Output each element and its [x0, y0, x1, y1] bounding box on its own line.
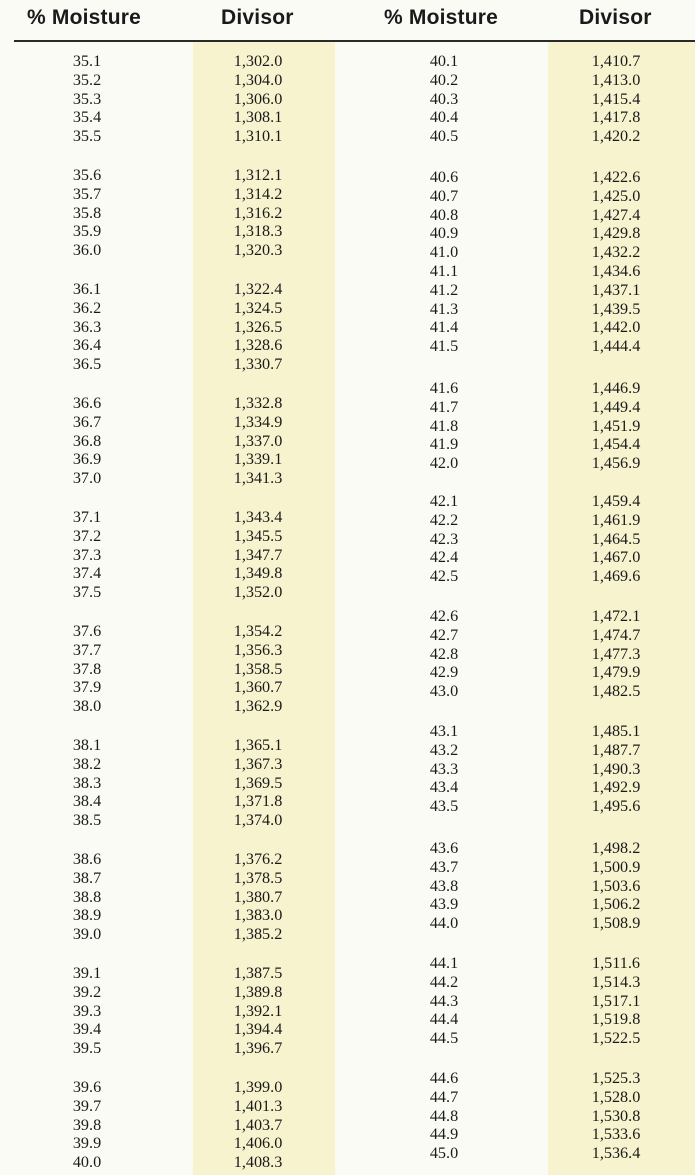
- row-group: [218, 622, 298, 716]
- row-group: [218, 394, 298, 488]
- divisor-cell: 1,464.5: [591, 529, 641, 548]
- moisture-cell: 37.3: [72, 545, 102, 564]
- moisture-cell: 35.5: [72, 127, 102, 146]
- divisor-cell: 1,306.0: [233, 89, 283, 108]
- divisor-cell: 1,408.3: [233, 1153, 283, 1172]
- divisor-cell: 1,399.0: [233, 1078, 283, 1096]
- divisor-cell: 1,469.6: [591, 567, 641, 586]
- moisture-cell: 38.7: [72, 868, 102, 887]
- row-group: [576, 492, 656, 586]
- header-rule: [14, 40, 695, 42]
- moisture-cell: 42.3: [429, 529, 459, 548]
- divisor-cell: 1,367.3: [233, 754, 283, 773]
- moisture-cell: 35.6: [72, 166, 102, 184]
- moisture-cell: 38.6: [72, 850, 102, 868]
- moisture-cell: 38.4: [72, 792, 102, 811]
- divisor-cell: 1,354.2: [233, 622, 283, 640]
- divisor-cell: 1,477.3: [591, 644, 641, 663]
- moisture-cell: 42.7: [429, 625, 459, 644]
- moisture-cell: 39.4: [72, 1020, 102, 1039]
- divisor-cell: 1,417.8: [591, 108, 641, 127]
- moisture-cell: 36.2: [72, 298, 102, 317]
- divisor-cell: 1,508.9: [591, 914, 641, 933]
- moisture-cell: 42.4: [429, 548, 459, 567]
- moisture-cell: 43.5: [429, 797, 459, 816]
- moisture-cell: 37.6: [72, 622, 102, 640]
- divisor-cell: 1,522.5: [591, 1029, 641, 1048]
- moisture-cell: 39.9: [72, 1134, 102, 1153]
- divisor-cell: 1,437.1: [591, 280, 641, 299]
- divisor-cell: 1,503.6: [591, 876, 641, 895]
- moisture-cell: 44.4: [429, 1010, 459, 1029]
- divisor-cell: 1,334.9: [233, 412, 283, 431]
- divisor-cell: 1,339.1: [233, 450, 283, 469]
- row-group: [55, 850, 119, 944]
- divisor-cell: 1,429.8: [591, 224, 641, 243]
- divisor-cell: 1,467.0: [591, 548, 641, 567]
- row-group: [576, 839, 656, 933]
- divisor-cell: 1,420.2: [591, 127, 641, 146]
- row-group: [576, 1069, 656, 1163]
- moisture-cell: 39.5: [72, 1039, 102, 1058]
- divisor-cell: 1,498.2: [591, 839, 641, 857]
- moisture-cell: 42.8: [429, 644, 459, 663]
- moisture-cell: 36.8: [72, 431, 102, 450]
- moisture-cell: 43.2: [429, 740, 459, 759]
- divisor-cell: 1,320.3: [233, 241, 283, 260]
- moisture-cell: 38.5: [72, 811, 102, 830]
- divisor-cell: 1,341.3: [233, 469, 283, 488]
- divisor-cell: 1,392.1: [233, 1001, 283, 1020]
- moisture-cell: 37.5: [72, 583, 102, 602]
- moisture-cell: 39.7: [72, 1096, 102, 1115]
- divisor-cell: 1,302.0: [233, 52, 283, 70]
- row-group: [412, 52, 476, 146]
- moisture-cell: 45.0: [429, 1144, 459, 1163]
- moisture-cell: 39.6: [72, 1078, 102, 1096]
- row-group: [412, 379, 476, 473]
- divisor-cell: 1,427.4: [591, 205, 641, 224]
- moisture-cell: 35.7: [72, 184, 102, 203]
- divisor-cell: 1,347.7: [233, 545, 283, 564]
- row-group: [218, 52, 298, 146]
- row-group: [412, 954, 476, 1048]
- divisor-cell: 1,533.6: [591, 1125, 641, 1144]
- divisor-cell: 1,479.9: [591, 663, 641, 682]
- divisor-cell: 1,324.5: [233, 298, 283, 317]
- divisor-cell: 1,528.0: [591, 1087, 641, 1106]
- divisor-cell: 1,310.1: [233, 127, 283, 146]
- moisture-cell: 40.0: [72, 1153, 102, 1172]
- divisor-cell: 1,495.6: [591, 797, 641, 816]
- divisor-cell: 1,511.6: [592, 954, 640, 972]
- moisture-cell: 40.4: [429, 108, 459, 127]
- moisture-cell: 43.7: [429, 857, 459, 876]
- divisor-cell: 1,410.7: [591, 52, 641, 70]
- divisor-cell: 1,385.2: [233, 925, 283, 944]
- divisor-cell: 1,318.3: [233, 222, 283, 241]
- row-group: [576, 379, 656, 473]
- moisture-cell: 39.2: [72, 982, 102, 1001]
- moisture-cell: 39.1: [72, 964, 102, 982]
- divisor-cell: 1,413.0: [591, 70, 641, 89]
- moisture-cell: 43.0: [429, 682, 459, 701]
- moisture-cell: 42.9: [429, 663, 459, 682]
- row-group: [412, 1069, 476, 1163]
- moisture-cell: 37.4: [72, 564, 102, 583]
- divisor-cell: 1,461.9: [591, 510, 641, 529]
- moisture-cell: 38.3: [72, 773, 102, 792]
- row-group: [55, 508, 119, 602]
- moisture-cell: 44.8: [429, 1106, 459, 1125]
- divisor-cell: 1,362.9: [233, 697, 283, 716]
- moisture-cell: 36.3: [72, 317, 102, 336]
- moisture-cell: 41.0: [429, 243, 459, 262]
- divisor-cell: 1,343.4: [233, 508, 283, 526]
- moisture-cell: 35.1: [72, 52, 102, 70]
- moisture-cell: 35.8: [72, 203, 102, 222]
- moisture-cell: 37.2: [72, 526, 102, 545]
- moisture-cell: 38.2: [72, 754, 102, 773]
- row-group: [412, 839, 476, 933]
- moisture-cell: 39.0: [72, 925, 102, 944]
- moisture-cell: 39.3: [72, 1001, 102, 1020]
- divisor-cell: 1,459.4: [591, 492, 641, 510]
- divisor-cell: 1,312.1: [233, 166, 283, 184]
- divisor-cell: 1,530.8: [591, 1106, 641, 1125]
- divisor-cell: 1,396.7: [233, 1039, 283, 1058]
- moisture-cell: 41.6: [429, 379, 459, 397]
- divisor-cell: 1,517.1: [591, 991, 641, 1010]
- divisor-cell: 1,328.6: [233, 336, 283, 355]
- header-moisture-right: % Moisture: [384, 6, 499, 29]
- moisture-cell: 41.5: [429, 337, 459, 356]
- divisor-cell: 1,383.0: [233, 906, 283, 925]
- divisor-cell: 1,332.8: [233, 394, 283, 412]
- moisture-cell: 44.7: [429, 1087, 459, 1106]
- moisture-cell: 41.1: [429, 261, 459, 280]
- divisor-cell: 1,425.0: [591, 186, 641, 205]
- header-divisor-right: Divisor: [579, 6, 652, 29]
- moisture-cell: 39.8: [72, 1115, 102, 1134]
- moisture-cell: 44.6: [429, 1069, 459, 1087]
- row-group: [576, 954, 656, 1048]
- row-group: [218, 1078, 298, 1172]
- moisture-cell: 44.3: [429, 991, 459, 1010]
- row-group: [576, 52, 656, 146]
- moisture-cell: 36.7: [72, 412, 102, 431]
- moisture-cell: 44.0: [429, 914, 459, 933]
- moisture-cell: 43.3: [429, 759, 459, 778]
- divisor-cell: 1,365.1: [233, 736, 283, 754]
- moisture-cell: 36.5: [72, 355, 102, 374]
- divisor-cell: 1,316.2: [233, 203, 283, 222]
- moisture-cell: 36.6: [72, 394, 102, 412]
- moisture-cell: 38.1: [72, 736, 102, 754]
- row-group: [218, 280, 298, 374]
- divisor-cell: 1,500.9: [591, 857, 641, 876]
- moisture-cell: 42.1: [429, 492, 459, 510]
- divisor-cell: 1,322.4: [233, 280, 283, 298]
- moisture-cell: 36.4: [72, 336, 102, 355]
- row-group: [412, 168, 476, 356]
- row-group: [55, 736, 119, 830]
- moisture-cell: 41.8: [429, 416, 459, 435]
- divisor-cell: 1,358.5: [233, 659, 283, 678]
- divisor-cell: 1,308.1: [233, 108, 283, 127]
- row-group: [412, 607, 476, 701]
- divisor-cell: 1,482.5: [591, 682, 641, 701]
- moisture-cell: 36.1: [72, 280, 102, 298]
- header-divisor-left: Divisor: [221, 6, 294, 29]
- divisor-cell: 1,454.4: [591, 435, 641, 454]
- moisture-cell: 35.2: [72, 70, 102, 89]
- divisor-cell: 1,403.7: [233, 1115, 283, 1134]
- divisor-cell: 1,389.8: [233, 982, 283, 1001]
- divisor-cell: 1,536.4: [591, 1144, 641, 1163]
- moisture-cell: 44.2: [429, 972, 459, 991]
- row-group: [55, 622, 119, 716]
- moisture-cell: 41.2: [429, 280, 459, 299]
- row-group: [576, 722, 656, 816]
- divisor-cell: 1,349.8: [233, 564, 283, 583]
- moisture-cell: 40.7: [429, 186, 459, 205]
- moisture-cell: 36.0: [72, 241, 102, 260]
- divisor-cell: 1,451.9: [591, 416, 641, 435]
- moisture-cell: 42.0: [429, 454, 459, 473]
- divisor-cell: 1,432.2: [591, 243, 641, 262]
- row-group: [412, 722, 476, 816]
- divisor-cell: 1,487.7: [591, 740, 641, 759]
- divisor-cell: 1,439.5: [591, 299, 641, 318]
- divisor-cell: 1,314.2: [233, 184, 283, 203]
- divisor-cell: 1,345.5: [233, 526, 283, 545]
- header-moisture-left: % Moisture: [27, 6, 142, 29]
- divisor-cell: 1,371.8: [233, 792, 283, 811]
- divisor-cell: 1,449.4: [591, 397, 641, 416]
- divisor-cell: 1,369.5: [233, 773, 283, 792]
- row-group: [412, 492, 476, 586]
- moisture-cell: 35.3: [72, 89, 102, 108]
- divisor-cell: 1,352.0: [233, 583, 283, 602]
- moisture-cell: 38.9: [72, 906, 102, 925]
- moisture-cell: 44.1: [429, 954, 459, 972]
- row-group: [218, 964, 298, 1058]
- moisture-cell: 43.8: [429, 876, 459, 895]
- divisor-cell: 1,387.5: [233, 964, 283, 982]
- moisture-cell: 37.0: [72, 469, 102, 488]
- moisture-cell: 41.3: [429, 299, 459, 318]
- row-group: [55, 166, 119, 260]
- row-group: [55, 394, 119, 488]
- row-group: [576, 607, 656, 701]
- moisture-cell: 37.9: [72, 678, 102, 697]
- moisture-cell: 42.5: [429, 567, 459, 586]
- divisor-cell: 1,492.9: [591, 778, 641, 797]
- moisture-cell: 41.7: [429, 397, 459, 416]
- divisor-cell: 1,446.9: [591, 379, 641, 397]
- moisture-cell: 40.2: [429, 70, 459, 89]
- moisture-cell: 37.1: [72, 508, 102, 526]
- moisture-cell: 38.8: [72, 887, 102, 906]
- divisor-cell: 1,401.3: [233, 1096, 283, 1115]
- divisor-cell: 1,304.0: [233, 70, 283, 89]
- divisor-cell: 1,442.0: [591, 318, 641, 337]
- divisor-cell: 1,380.7: [233, 887, 283, 906]
- moisture-cell: 43.6: [429, 839, 459, 857]
- row-group: [55, 964, 119, 1058]
- moisture-cell: 41.9: [429, 435, 459, 454]
- moisture-cell: 35.9: [72, 222, 102, 241]
- moisture-cell: 44.5: [429, 1029, 459, 1048]
- moisture-cell: 40.8: [429, 205, 459, 224]
- divisor-cell: 1,394.4: [233, 1020, 283, 1039]
- moisture-cell: 42.6: [429, 607, 459, 625]
- divisor-cell: 1,378.5: [233, 868, 283, 887]
- divisor-cell: 1,422.6: [591, 168, 641, 186]
- row-group: [218, 736, 298, 830]
- moisture-cell: 36.9: [72, 450, 102, 469]
- moisture-cell: 40.3: [429, 89, 459, 108]
- divisor-cell: 1,519.8: [591, 1010, 641, 1029]
- moisture-cell: 40.5: [429, 127, 459, 146]
- moisture-cell: 40.1: [429, 52, 459, 70]
- moisture-cell: 43.4: [429, 778, 459, 797]
- moisture-cell: 40.6: [429, 168, 459, 186]
- row-group: [55, 1078, 119, 1172]
- divisor-cell: 1,485.1: [591, 722, 641, 740]
- divisor-cell: 1,374.0: [233, 811, 283, 830]
- divisor-cell: 1,415.4: [591, 89, 641, 108]
- row-group: [218, 850, 298, 944]
- divisor-cell: 1,506.2: [591, 895, 641, 914]
- moisture-cell: 41.4: [429, 318, 459, 337]
- moisture-cell: 44.9: [429, 1125, 459, 1144]
- moisture-cell: 37.7: [72, 640, 102, 659]
- divisor-cell: 1,456.9: [591, 454, 641, 473]
- moisture-cell: 38.0: [72, 697, 102, 716]
- moisture-cell: 43.9: [429, 895, 459, 914]
- divisor-cell: 1,406.0: [233, 1134, 283, 1153]
- divisor-cell: 1,525.3: [591, 1069, 641, 1087]
- moisture-cell: 43.1: [429, 722, 459, 740]
- divisor-cell: 1,376.2: [233, 850, 283, 868]
- moisture-cell: 37.8: [72, 659, 102, 678]
- divisor-cell: 1,434.6: [591, 261, 641, 280]
- row-group: [218, 508, 298, 602]
- divisor-cell: 1,356.3: [233, 640, 283, 659]
- divisor-cell: 1,472.1: [591, 607, 641, 625]
- divisor-cell: 1,490.3: [591, 759, 641, 778]
- moisture-cell: 40.9: [429, 224, 459, 243]
- moisture-cell: 42.2: [429, 510, 459, 529]
- divisor-cell: 1,330.7: [233, 355, 283, 374]
- row-group: [218, 166, 298, 260]
- divisor-cell: 1,360.7: [233, 678, 283, 697]
- divisor-cell: 1,514.3: [591, 972, 641, 991]
- divisor-cell: 1,474.7: [591, 625, 641, 644]
- row-group: [55, 52, 119, 146]
- divisor-cell: 1,337.0: [233, 431, 283, 450]
- divisor-cell: 1,444.4: [591, 337, 641, 356]
- row-group: [55, 280, 119, 374]
- divisor-cell: 1,326.5: [233, 317, 283, 336]
- moisture-cell: 35.4: [72, 108, 102, 127]
- row-group: [576, 168, 656, 356]
